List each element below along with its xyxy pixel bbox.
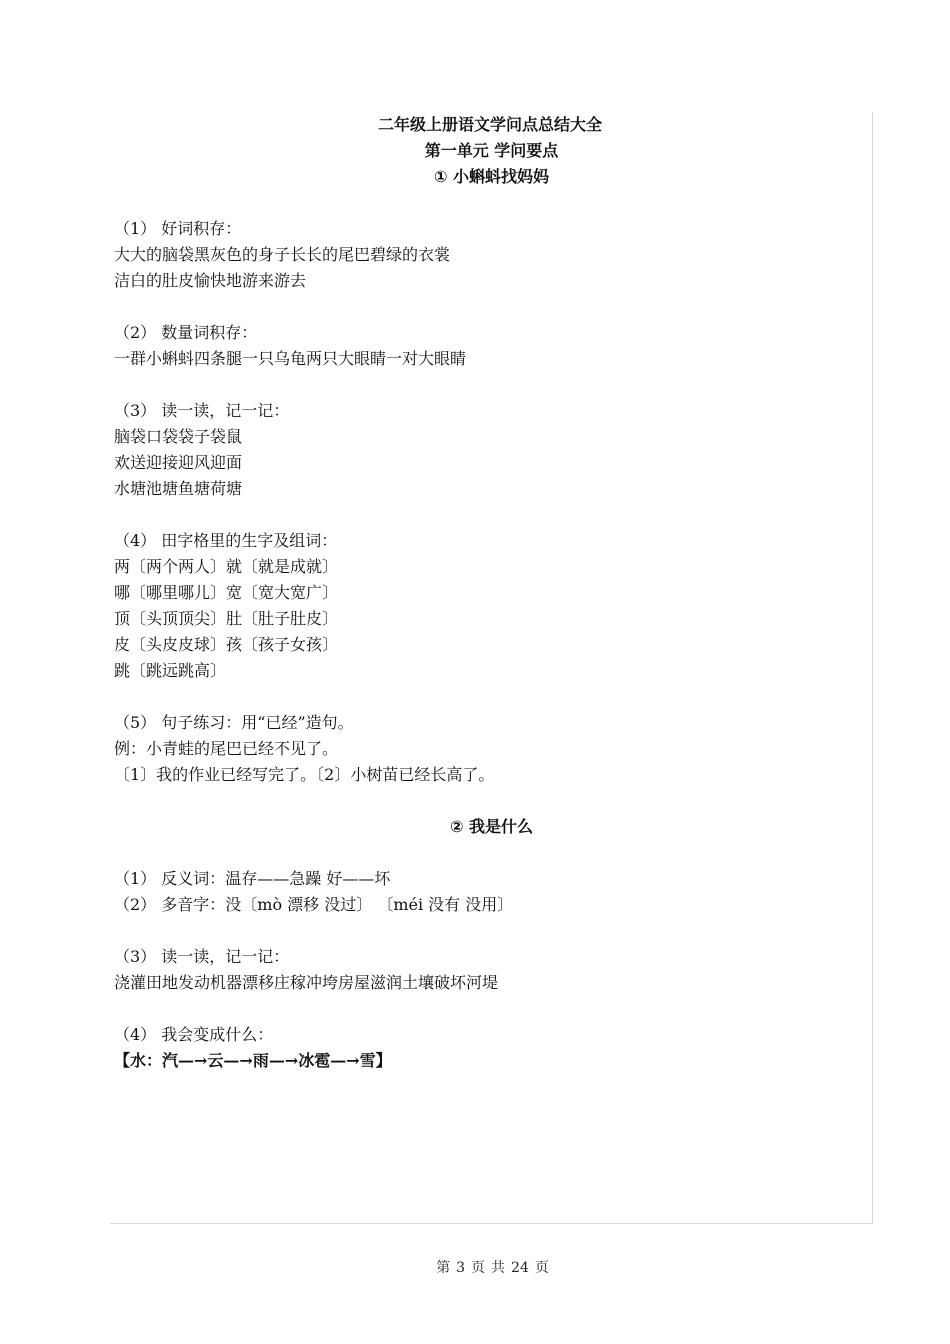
footer-prefix: 第 [436, 1260, 451, 1276]
spacer [114, 372, 854, 398]
spacer [114, 840, 854, 866]
lesson-1-section-5-heading: （5） 句子练习：用“已经”造句。 [114, 713, 354, 732]
text-line: 顶〔头顶顶尖〕肚〔肚子肚皮〕 [114, 609, 339, 628]
text-line: 例：小青蛙的尾巴已经不见了。 [114, 739, 339, 758]
lesson-1-section-2-heading: （2） 数量词积存： [114, 323, 258, 342]
text-line: 浇灌田地发动机器漂移庄稼冲垮房屋滋润土壤破坏河堤 [114, 973, 499, 992]
text-line: 两〔两个两人〕就〔就是成就〕 [114, 557, 339, 576]
text-line: 〔1〕我的作业已经写完了。〔2〕小树苗已经长高了。 [114, 765, 495, 784]
lesson-1-section-1-heading: （1） 好词积存： [114, 219, 242, 238]
spacer [114, 190, 854, 216]
spacer [114, 294, 854, 320]
spacer [114, 684, 854, 710]
text-line: 大大的脑袋黑灰色的身子长长的尾巴碧绿的衣裳 [114, 245, 451, 264]
page-border-right [872, 112, 873, 1224]
unit-title: 第一单元 学问要点 [424, 141, 559, 160]
document-title: 二年级上册语文学问点总结大全 [377, 115, 602, 134]
footer-total-pages: 24 [511, 1260, 529, 1276]
text-line: 欢送迎接迎风迎面 [114, 453, 243, 472]
lesson-2-title: ② 我是什么 [449, 817, 534, 836]
footer-total-word: 共 [491, 1260, 506, 1276]
text-line: 水塘池塘鱼塘荷塘 [114, 479, 243, 498]
lesson-2-antonyms: （1） 反义词：温存——急躁 好——坏 [114, 869, 391, 888]
text-line: 皮〔头皮皮球〕孩〔孩子女孩〕 [114, 635, 339, 654]
spacer [114, 502, 854, 528]
lesson-2-section-4-heading: （4） 我会变成什么： [114, 1025, 274, 1044]
text-line: 跳〔跳远跳高〕 [114, 661, 227, 680]
document-body [114, 112, 854, 1074]
footer-current-page: 3 [456, 1260, 466, 1276]
water-cycle-line: 【水：汽—→云—→雨—→冰雹—→雪】 [114, 1051, 392, 1070]
text-line: 洁白的肚皮愉快地游来游去 [114, 271, 307, 290]
text-line: 脑袋口袋袋子袋鼠 [114, 427, 243, 446]
text-line: 哪〔哪里哪儿〕宽〔宽大宽广〕 [114, 583, 339, 602]
footer-suffix: 页 [534, 1260, 549, 1276]
spacer [114, 788, 854, 814]
lesson-1-section-3-heading: （3） 读一读，记一记： [114, 401, 290, 420]
lesson-2-section-3-heading: （3） 读一读，记一记： [114, 947, 290, 966]
lesson-1-title: ① 小蝌蚪找妈妈 [433, 167, 550, 186]
page-border-bottom [110, 1223, 873, 1224]
text-line: 一群小蝌蚪四条腿一只乌龟两只大眼睛一对大眼睛 [114, 349, 467, 368]
spacer [114, 996, 854, 1022]
lesson-2-polyphones: （2） 多音字：没〔mò 漂移 没过〕 〔méi 没有 没用〕 [114, 895, 514, 914]
lesson-1-section-4-heading: （4） 田字格里的生字及组词： [114, 531, 338, 550]
page-footer [0, 1258, 950, 1278]
footer-page-word: 页 [471, 1260, 486, 1276]
spacer [114, 918, 854, 944]
